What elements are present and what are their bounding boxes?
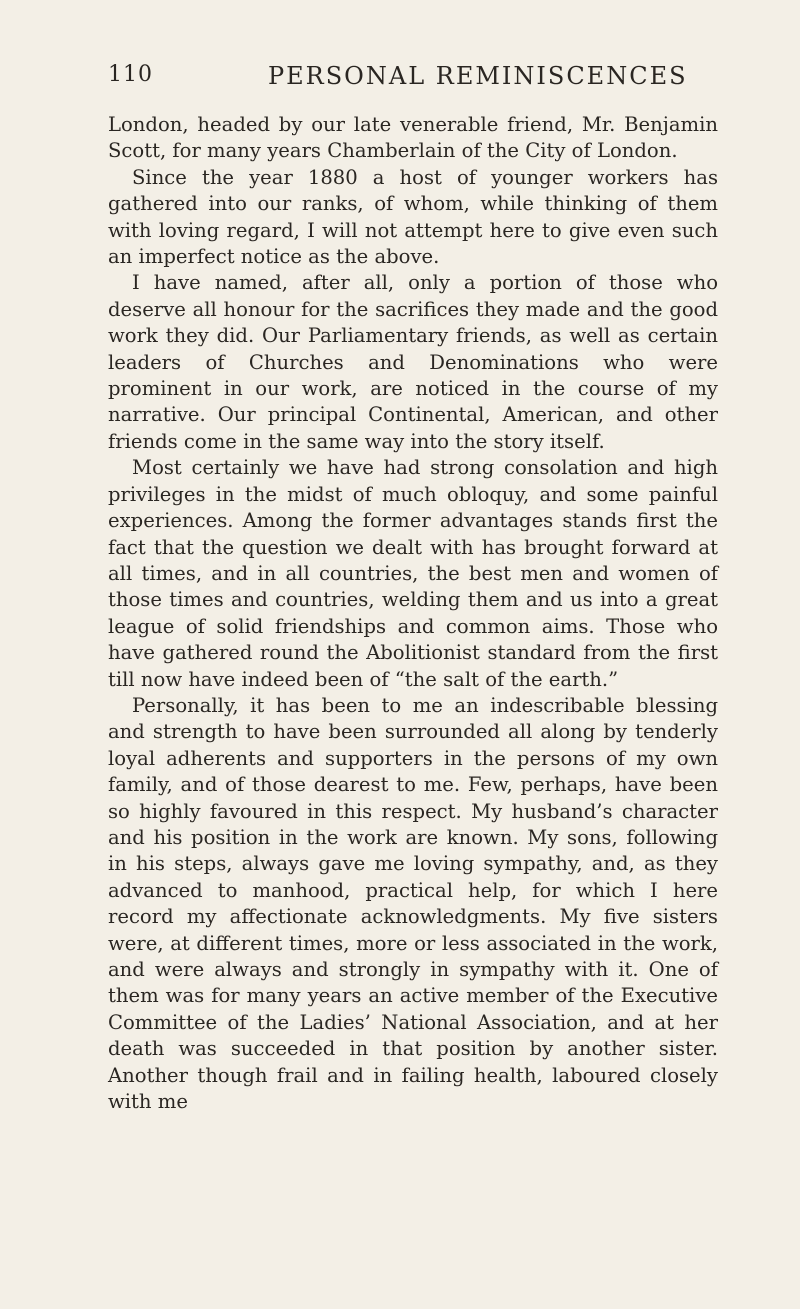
- page-number: 110: [108, 62, 153, 87]
- paragraph-continuation: London, headed by our late venerable friend, Mr. Benjamin Scott, for many years Chamberlain of the City of London.: [108, 113, 718, 163]
- paragraph-younger-workers: Since the year 1880 a host of younger workers has gathered into our ranks, of whom, while thinking of them with loving regard, I will not attempt here to give even such an imperfect notice as the above.: [108, 165, 718, 269]
- paragraph-named-portion: I have named, after all, only a portion of those who deserve all honour for the sacrifices they made and the good work they did. Our Parliamentary friends, as well as certain leaders of Churches and Denominations who were prominent in our work, are noticed in the course of my narrative. Our principal Continental, American, and other friends come in the same way into the story itself.: [108, 271, 718, 453]
- body-text: [108, 112, 718, 1115]
- paragraph-consolation: Most certainly we have had strong consolation and high privileges in the midst of much obloquy, and some painful experiences. Among the former advantages stands first the fact that the question we dealt with has brought forward at all times, and in all countries, the best men and women of those times and countries, welding them and us into a great league of solid friendships and common aims. Those who have gathered round the Abolitionist standard from the first till now have indeed been of “the salt of the earth.”: [108, 456, 718, 691]
- running-head: [108, 62, 718, 98]
- paragraph-personal-blessing: Personally, it has been to me an indescribable blessing and strength to have been surrounded all along by tenderly loyal adherents and supporters in the persons of my own family, and of those dearest to me. Few, perhaps, have been so highly favoured in this respect. My husband’s character and his position in the work are known. My sons, following in his steps, always gave me loving sympathy, and, as they advanced to manhood, practical help, for which I here record my affectionate acknowledgments. My five sisters were, at different times, more or less associated in the work, and were always and strongly in sympathy with it. One of them was for many years an active member of the Executive Committee of the Ladies’ National Association, and at her death was succeeded in that position by another sister. Another though frail and in failing health, laboured closely with me: [108, 693, 718, 1114]
- running-title: PERSONAL REMINISCENCES: [268, 62, 688, 90]
